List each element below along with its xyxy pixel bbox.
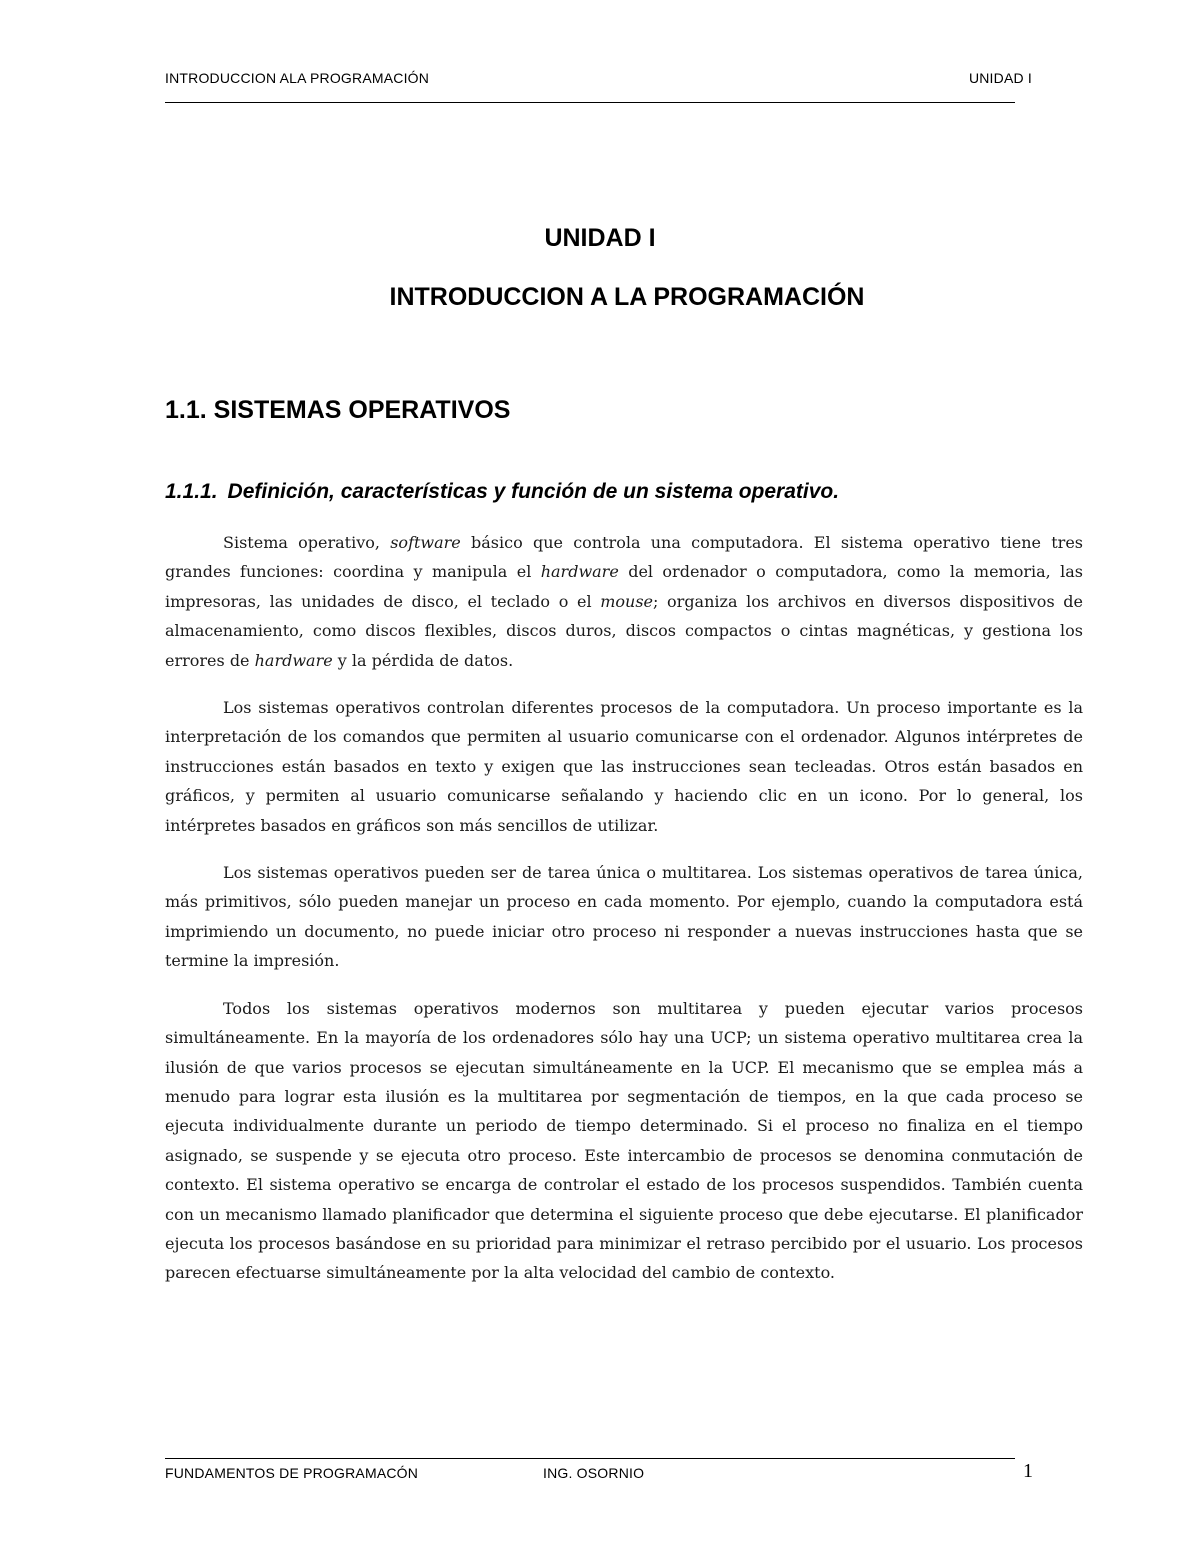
paragraph-text: básico que controla una computadora. El sistema operativo tiene tres grandes funciones: coordina y manipula el bbox=[165, 533, 1083, 582]
header-divider bbox=[165, 102, 1015, 103]
italic-term: software bbox=[390, 533, 461, 552]
subsection-number: 1.1.1. bbox=[165, 480, 218, 503]
body-text bbox=[165, 528, 1083, 1306]
body-paragraph bbox=[165, 858, 1083, 976]
paragraph-text: Los sistemas operativos pueden ser de tarea única o multitarea. Los sistemas operativos de tarea única, más primitivos, sólo pueden manejar un proceso en cada momento. Por ejemplo, cuando la computadora está imprimiendo un documento, no puede iniciar otro proceso ni responder a nuevas instrucciones hasta que se termine la impresión. bbox=[165, 863, 1083, 971]
unit-title: UNIDAD I bbox=[544, 224, 656, 252]
header-right-text: UNIDAD I bbox=[968, 70, 1032, 86]
running-header bbox=[165, 70, 1032, 86]
body-paragraph bbox=[165, 693, 1083, 840]
italic-term: mouse bbox=[600, 591, 653, 611]
body-paragraph bbox=[165, 994, 1083, 1288]
subsection-title: Definición, características y función de un sistema operativo. bbox=[227, 480, 840, 503]
paragraph-text: del ordenador o computadora, como la memoria, las impresoras, las unidades de disco, el teclado o el bbox=[165, 562, 1083, 611]
footer-author-text: ING. OSORNIO bbox=[543, 1465, 645, 1481]
section-heading: 1.1. SISTEMAS OPERATIVOS bbox=[165, 396, 511, 424]
page-number: 1 bbox=[1023, 1460, 1033, 1482]
running-footer bbox=[165, 1465, 1035, 1481]
paragraph-text: Sistema operativo, bbox=[223, 533, 391, 552]
paragraph-text: Todos los sistemas operativos modernos son multitarea y pueden ejecutar varios procesos simultáneamente. En la mayoría de los ordenadores sólo hay una UCP; un sistema operativo multitarea crea la ilusión de que varios procesos se ejecutan simultáneamente en la UCP. El mecanismo que se emplea más a menudo para lograr esta ilusión es la multitarea por segmentación de tiempos, en la que cada proceso se ejecuta individualmente durante un periodo de tiempo determinado. Si el proceso no finaliza en el tiempo asignado, se suspende y se ejecuta otro proceso. Este intercambio de procesos se denomina conmutación de contexto. El sistema operativo se encarga de controlar el estado de los procesos suspendidos. También cuenta con un mecanismo llamado planificador que determina el siguiente proceso que debe ejecutarse. El planificador ejecuta los procesos basándose en su prioridad para minimizar el retraso percibido por el usuario. Los procesos parecen efectuarse simultáneamente por la alta velocidad del cambio de contexto. bbox=[165, 998, 1083, 1283]
footer-course-text: FUNDAMENTOS DE PROGRAMACÓN bbox=[165, 1465, 419, 1481]
paragraph-text: Los sistemas operativos controlan diferentes procesos de la computadora. Un proceso importante es la interpretación de los comandos que permiten al usuario comunicarse con el ordenador. Algunos intérpretes de instrucciones están basados en texto y exigen que las instrucciones sean tecleadas. Otros están basados en gráficos, y permiten al usuario comunicarse señalando y haciendo clic en un icono. Por lo general, los intérpretes basados en gráficos son más sencillos de utilizar. bbox=[165, 698, 1083, 835]
italic-term: hardware bbox=[254, 650, 333, 670]
document-title: INTRODUCCION A LA PROGRAMACIÓN bbox=[389, 283, 865, 311]
paragraph-text: y la pérdida de datos. bbox=[332, 650, 514, 670]
header-left-text: INTRODUCCION ALA PROGRAMACIÓN bbox=[165, 70, 430, 86]
paragraph-text: ; organiza los archivos en diversos dispositivos de almacenamiento, como discos flexibles, discos duros, discos compactos o cintas magnéticas, y gestiona los errores de bbox=[165, 591, 1083, 670]
italic-term: hardware bbox=[540, 562, 619, 582]
footer-divider bbox=[165, 1458, 1015, 1459]
subsection-heading bbox=[165, 480, 839, 504]
body-paragraph bbox=[165, 528, 1083, 675]
